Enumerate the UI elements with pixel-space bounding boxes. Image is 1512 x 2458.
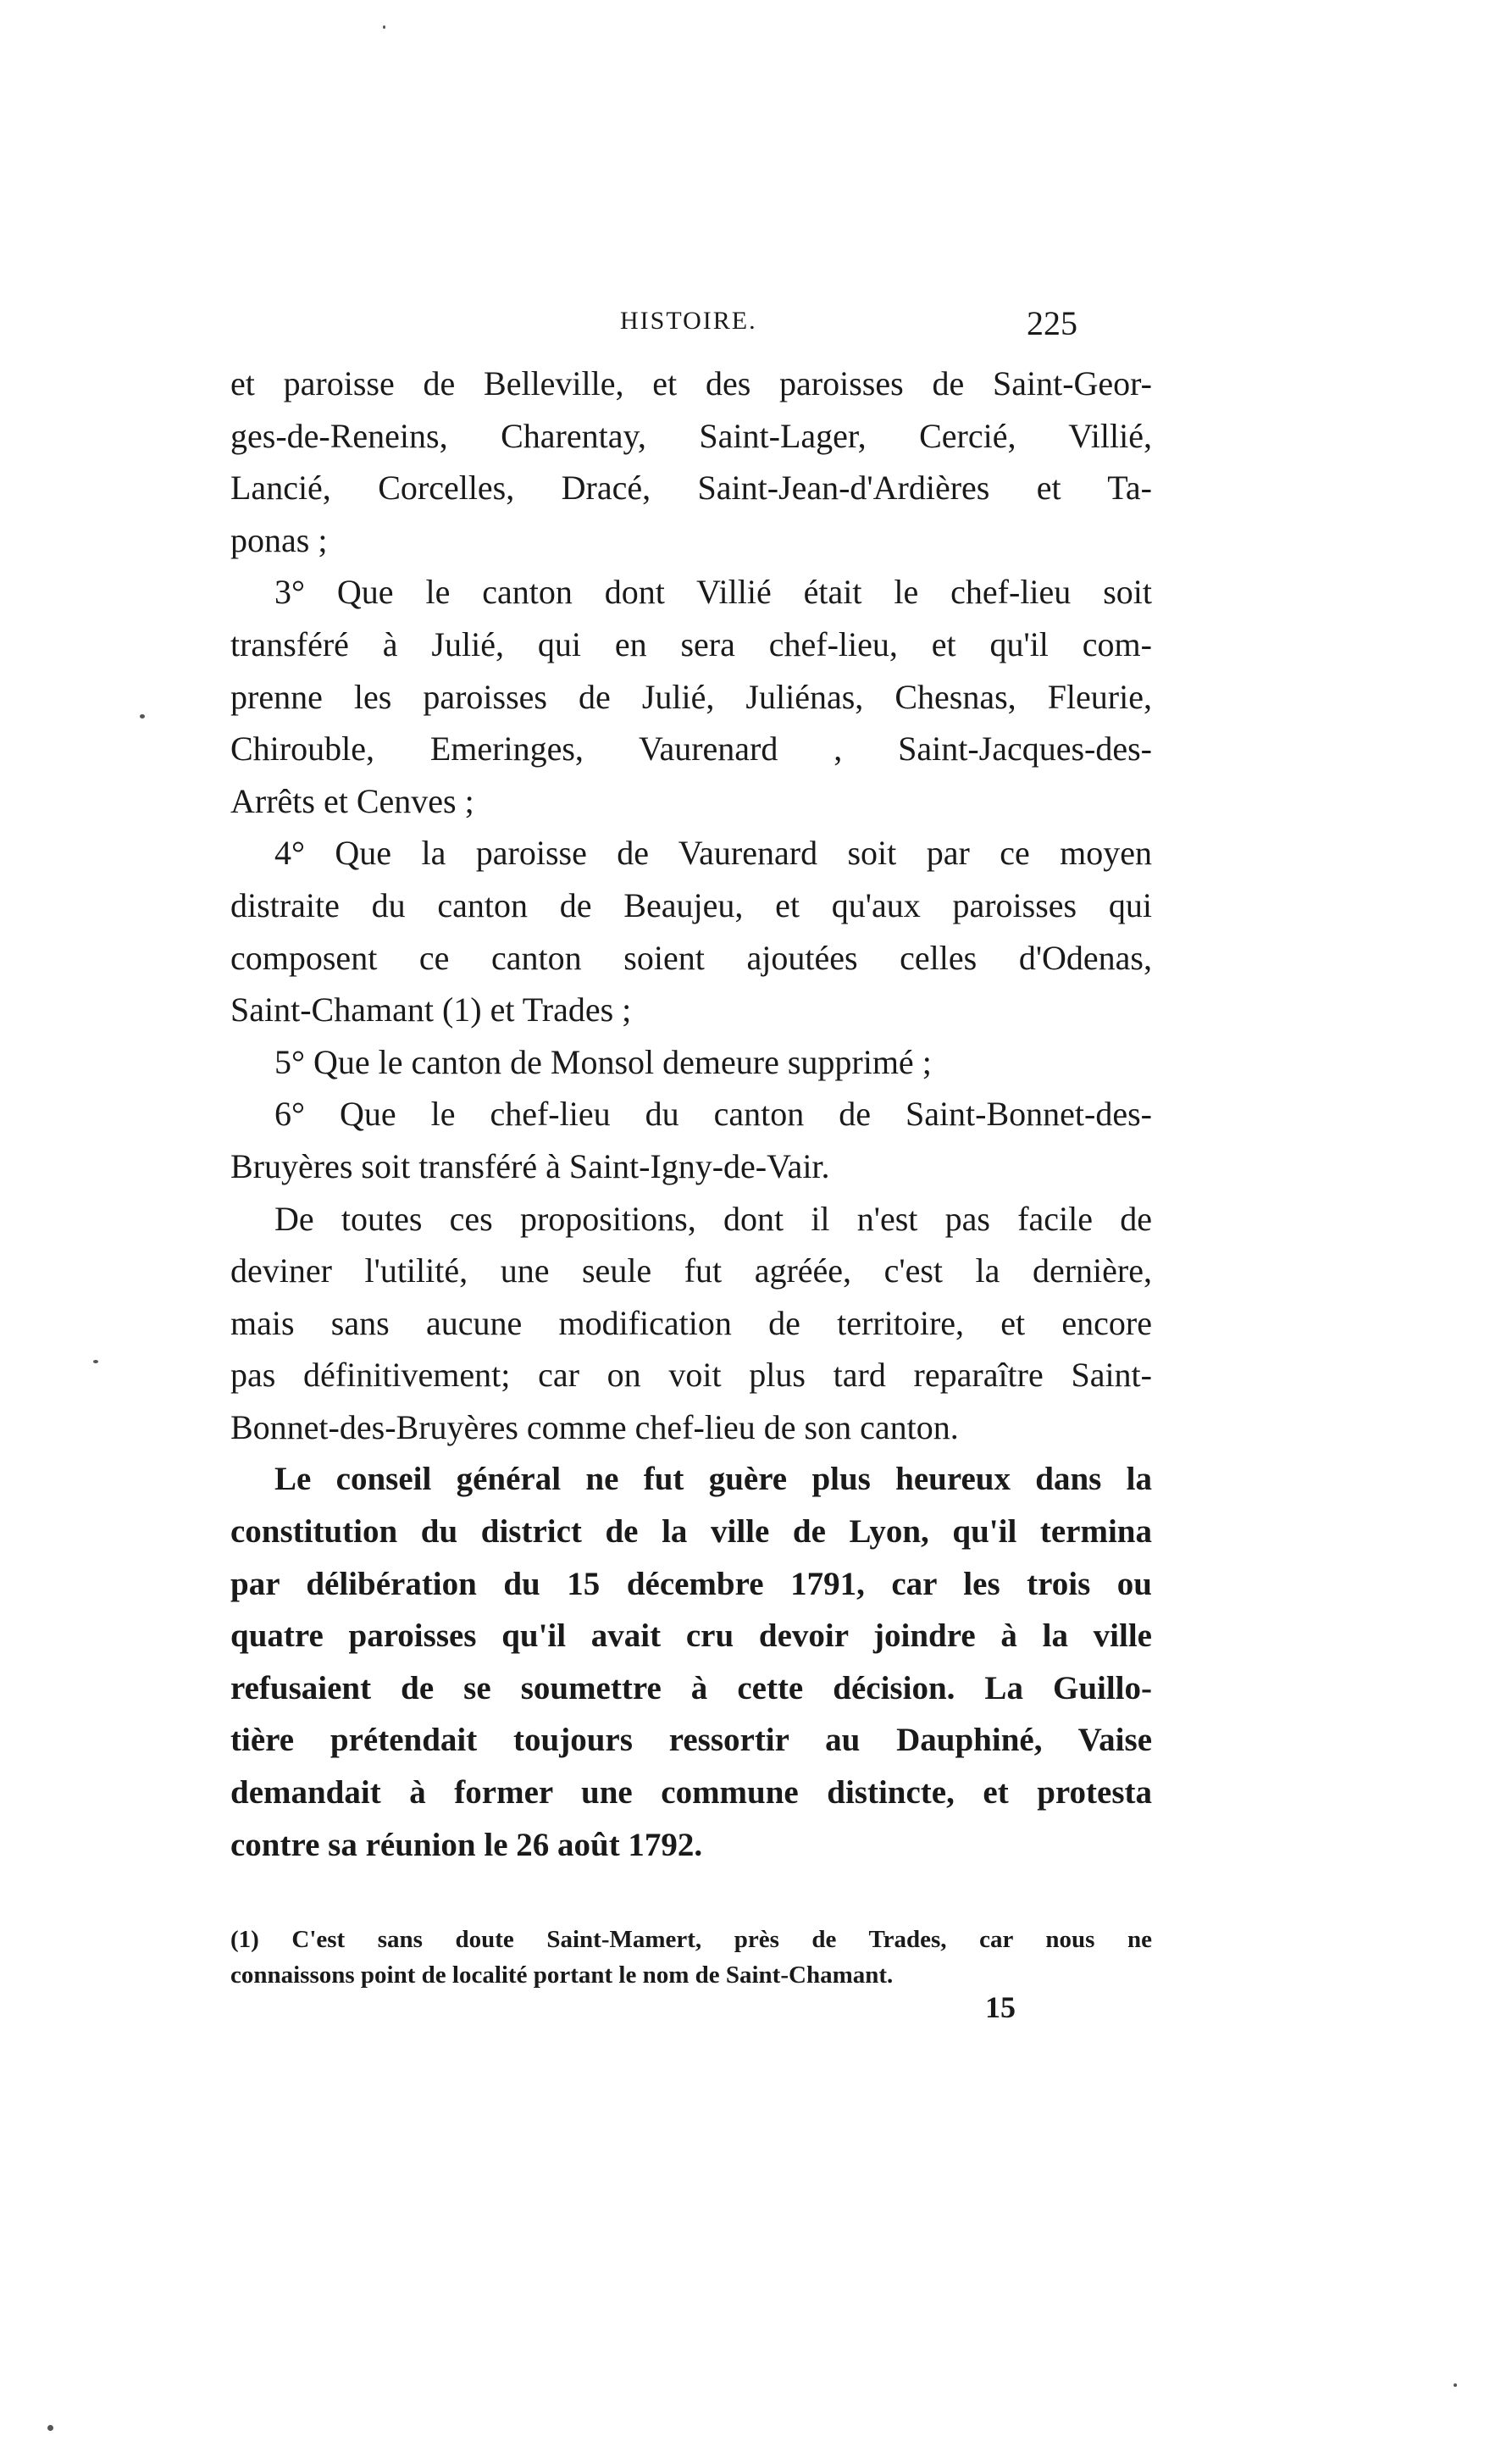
text-line: 3° Que le canton dont Villié était le chef-lieu soit xyxy=(274,573,1152,612)
text-line: 6° Que le chef-lieu du canton de Saint-Bonnet-des- xyxy=(274,1095,1152,1134)
text-line: ponas ; xyxy=(230,520,328,559)
text-line: quatre paroisses qu'il avait cru devoir joindre à la ville xyxy=(230,1617,1152,1655)
text-line: mais sans aucune modification de territoire, et encore xyxy=(230,1303,1152,1342)
footnote-line: connaissons point de localité portant le nom de Saint-Chamant. xyxy=(230,1961,894,1989)
print-speck xyxy=(47,2425,53,2431)
text-line: deviner l'utilité, une seule fut agréée, c'est la dernière, xyxy=(230,1251,1152,1290)
text-line: Chirouble, Emeringes, Vaurenard , Saint-Jacques-des- xyxy=(230,730,1152,768)
footnote xyxy=(230,1922,1152,1993)
text-line: Le conseil général ne fut guère plus heureux dans la xyxy=(274,1461,1152,1498)
page-number: 225 xyxy=(1027,304,1077,342)
text-line: 4° Que la paroisse de Vaurenard soit par ce moyen xyxy=(274,834,1152,873)
text-line: transféré à Julié, qui en sera chef-lieu, et qu'il com- xyxy=(230,624,1152,663)
text-line: prenne les paroisses de Julié, Juliénas, Chesnas, Fleurie, xyxy=(230,677,1152,716)
text-line: composent ce canton soient ajoutées celles d'Odenas, xyxy=(230,938,1152,977)
text-line: refusaient de se soumettre à cette décision. La Guillo- xyxy=(230,1669,1152,1706)
text-line: distraite du canton de Beaujeu, et qu'aux paroisses qui xyxy=(230,885,1152,924)
footnote-line: (1) C'est sans doute Saint-Mamert, près de Trades, car nous ne xyxy=(230,1926,1152,1953)
running-title: HISTOIRE. xyxy=(620,307,757,335)
text-line: constitution du district de la ville de Lyon, qu'il termina xyxy=(230,1513,1152,1551)
text-line: pas définitivement; car on voit plus tard reparaître Saint- xyxy=(230,1356,1152,1395)
text-line: De toutes ces propositions, dont il n'est pas facile de xyxy=(274,1199,1152,1238)
text-line: demandait à former une commune distincte, et protesta xyxy=(230,1774,1152,1812)
text-line: par délibération du 15 décembre 1791, car les trois ou xyxy=(230,1565,1152,1602)
text-line: et paroisse de Belleville, et des paroisses de Saint-Geor- xyxy=(230,364,1152,402)
signature-mark: 15 xyxy=(985,1990,1016,2024)
page-header xyxy=(230,304,1077,349)
text-line: Bonnet-des-Bruyères comme chef-lieu de son canton. xyxy=(230,1407,959,1446)
text-line: Bruyères soit transféré à Saint-Igny-de-Vair. xyxy=(230,1146,830,1185)
body-text xyxy=(230,358,1152,1871)
text-line: Arrêts et Cenves ; xyxy=(230,781,474,820)
text-line: Saint-Chamant (1) et Trades ; xyxy=(230,990,632,1029)
text-line: 5° Que le canton de Monsol demeure supprimé ; xyxy=(274,1042,932,1081)
print-speck xyxy=(383,25,385,29)
text-line: Lancié, Corcelles, Dracé, Saint-Jean-d'Ardières et Ta- xyxy=(230,469,1152,508)
text-line: tière prétendait toujours ressortir au Dauphiné, Vaise xyxy=(230,1722,1152,1759)
text-line: contre sa réunion le 26 août 1792. xyxy=(230,1826,703,1863)
print-speck xyxy=(140,714,145,719)
print-speck xyxy=(1454,2383,1457,2387)
text-line: ges-de-Reneins, Charentay, Saint-Lager, Cercié, Villié, xyxy=(230,416,1152,455)
print-speck xyxy=(93,1360,98,1363)
